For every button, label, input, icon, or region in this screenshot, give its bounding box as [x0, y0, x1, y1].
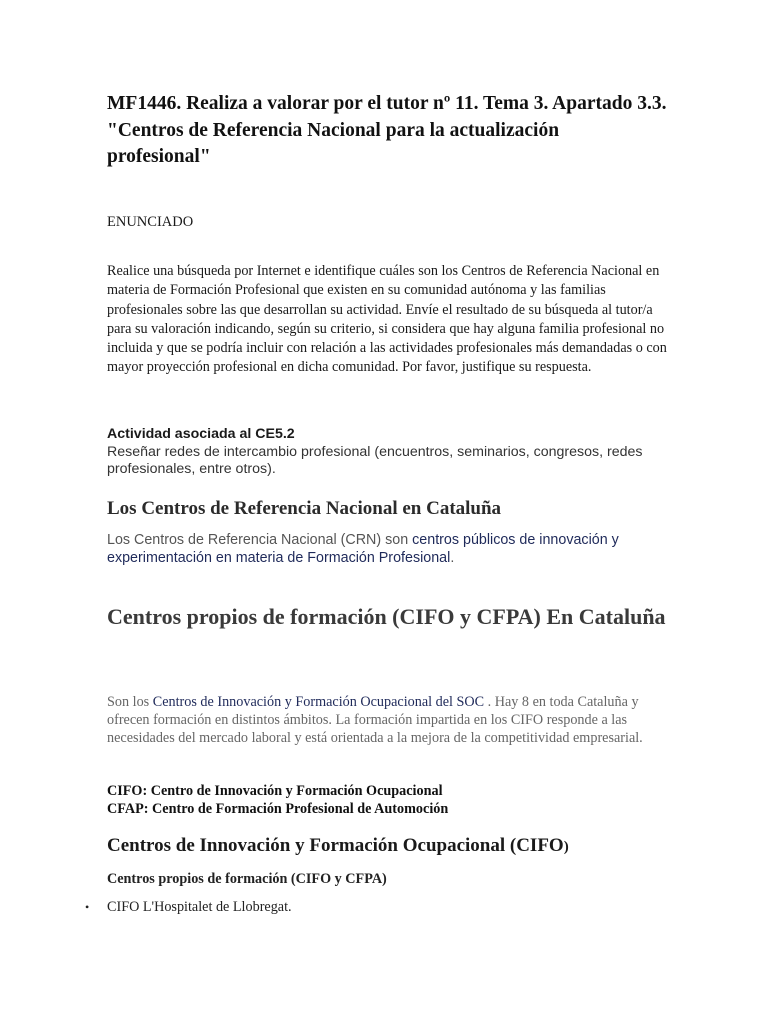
activity-block [107, 426, 667, 479]
enunciado-label: ENUNCIADO [107, 214, 194, 230]
activity-text: Reseñar redes de intercambio profesional (encuentros, seminarios, congresos, redes profesionales, entre otros). [107, 443, 643, 477]
centros-paragraph [107, 693, 667, 747]
definition-cfap: CFAP: Centro de Formación Profesional de Automoción [107, 801, 449, 817]
list-item-text: CIFO L'Hospitalet de Llobregat. [107, 899, 292, 915]
cifo-heading-close: ) [563, 839, 569, 855]
centros-heading: Centros propios de formación (CIFO y CFPA) En Cataluña [107, 604, 666, 629]
centros-text-after: . Hay 8 en toda Cataluña y ofrecen formación en distintos ámbitos. La formación impartida en los CIFO responde a las necesidades del mercado laboral y está orientada a la mejora de la competitividad empresarial. [107, 694, 643, 746]
list-item [85, 899, 292, 916]
soc-link[interactable]: Centros de Innovación y Formación Ocupacional del SOC [152, 694, 485, 710]
definition-cifo: CIFO: Centro de Innovación y Formación Ocupacional [107, 783, 443, 799]
statement-paragraph: Realice una búsqueda por Internet e identifique cuáles son los Centros de Referencia Nacional en materia de Formación Profesional que existen en su comunidad autónoma y las familias profesionales sobre las que desarrollan su actividad. Envíe el resultado de su búsqueda al tutor/a para su valoración indicando, según su criterio, si considera que hay alguna familia profesional no incluida y que se podría incluir con relación a las actividades profesionales más demandadas o con mayor proyección profesional en dicha comunidad. Por favor, justifique su respuesta. [107, 263, 667, 376]
bullet-icon: • [85, 900, 90, 914]
cifo-heading [107, 835, 569, 857]
document-title: MF1446. Realiza a valorar por el tutor nº 11. Tema 3. Apartado 3.3. "Centros de Referencia Nacional para la actualización profesional" [107, 93, 667, 167]
activity-title: Actividad asociada al CE5.2 [107, 426, 295, 442]
centros-text-before: Son los [107, 694, 153, 710]
crn-paragraph [107, 531, 667, 567]
definitions-block [107, 782, 667, 818]
cifo-list [85, 899, 292, 916]
crn-text-after: . [450, 550, 455, 566]
crn-heading: Los Centros de Referencia Nacional en Cataluña [107, 498, 502, 519]
crn-link[interactable]: centros públicos de innovación y experimentación en materia de Formación Profesional [107, 532, 619, 566]
cifo-subheading: Centros propios de formación (CIFO y CFPA) [107, 871, 387, 887]
crn-text-before: Los Centros de Referencia Nacional (CRN) son [107, 532, 413, 548]
cifo-heading-text: Centros de Innovación y Formación Ocupacional (CIFO [107, 835, 564, 856]
